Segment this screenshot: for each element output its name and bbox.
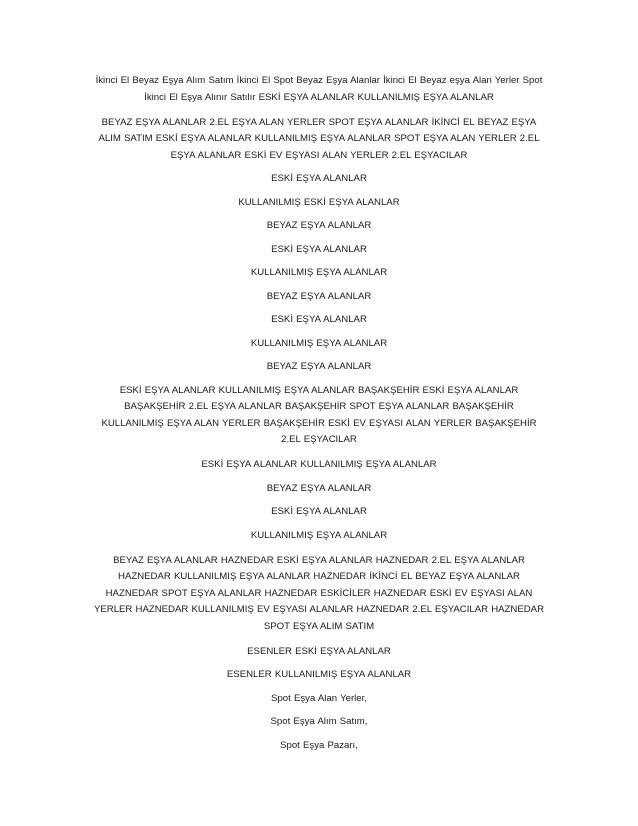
beyaz-esya-paragraph: BEYAZ EŞYA ALANLAR 2.EL EŞYA ALAN YERLER SPOT EŞYA ALANLAR İKİNCİ EL BEYAZ EŞYA ALIM SATIM ESKİ EŞYA ALANLAR KULLANILMIŞ EŞYA ALANLAR SPOT EŞYA ALAN YERLER 2.EL EŞYA ALANLAR ESKİ EV EŞYASI ALAN YERLER 2.EL EŞYACILAR bbox=[98, 116, 540, 161]
line-kullanilmis-esya-1: KULLANILMIŞ EŞYA ALANLAR bbox=[250, 267, 388, 278]
line-esenler-kullanilmis: ESENLER KULLANILMIŞ EŞYA ALANLAR bbox=[226, 669, 412, 680]
line-eski-esya-4: ESKİ EŞYA ALANLAR bbox=[271, 506, 367, 517]
line-beyaz-esya-4: BEYAZ EŞYA ALANLAR bbox=[266, 482, 372, 494]
basaksehir-paragraph: ESKİ EŞYA ALANLAR KULLANILMIŞ EŞYA ALANLAR BAŞAKŞEHİR ESKİ EŞYA ALANLAR BAŞAKŞEHİR 2.EL EŞYA ALANLAR BAŞAKŞEHİR SPOT EŞYA ALANLAR BAŞAKŞEHİR KULLANILMIŞ EŞYA ALAN YERLER BAŞAKŞEHİR ESKİ EV EŞYASI ALAN YERLER BAŞAKŞEHİR 2.EL EŞYACILAR bbox=[101, 384, 537, 445]
haznedar-paragraph: BEYAZ EŞYA ALANLAR HAZNEDAR ESKİ EŞYA ALANLAR HAZNEDAR 2.EL EŞYA ALANLAR HAZNEDAR KULLANILMIŞ EŞYA ALANLAR HAZNEDAR İKİNCİ EL BEYAZ EŞYA ALANLAR HAZNEDAR SPOT EŞYA ALANLAR HAZNEDAR ESKİCİLER HAZNEDAR ESKİ EV EŞYASI ALAN YERLER HAZNEDAR KULLANILMIŞ EV EŞYASI ALANLAR HAZNEDAR 2.EL EŞYACILAR HAZNEDAR SPOT EŞYA ALIM SATIM bbox=[93, 554, 545, 632]
line-kullanilmis-eski-esya: KULLANILMIŞ ESKİ EŞYA ALANLAR bbox=[238, 196, 400, 208]
line-kullanilmis-esya-3: KULLANILMIŞ EŞYA ALANLAR bbox=[250, 529, 388, 541]
line-spot-alan-yerler: Spot Eşya Alan Yerler, bbox=[271, 692, 367, 704]
line-beyaz-esya-1: BEYAZ EŞYA ALANLAR bbox=[266, 220, 372, 231]
line-kullanilmis-esya-2: KULLANILMIŞ EŞYA ALANLAR bbox=[250, 337, 388, 349]
line-spot-pazari: Spot Eşya Pazarı, bbox=[280, 739, 358, 751]
line-eski-esya-1: ESKİ EŞYA ALANLAR bbox=[271, 173, 367, 184]
line-eski-esya-3: ESKİ EŞYA ALANLAR bbox=[271, 314, 367, 325]
line-eski-kullanilmis: ESKİ EŞYA ALANLAR KULLANILMIŞ EŞYA ALANLAR bbox=[201, 459, 437, 470]
intro-paragraph: İkinci El Beyaz Eşya Alım Satım İkinci El Spot Beyaz Eşya Alanlar İkinci El Beyaz eşya Alan Yerler Spot İkinci El Eşya Alınır Satılır ESKİ EŞYA ALANLAR KULLANILMIŞ EŞYA ALANLAR bbox=[95, 75, 543, 103]
line-eski-esya-2: ESKİ EŞYA ALANLAR bbox=[271, 243, 367, 255]
line-esenler-eski: ESENLER ESKİ EŞYA ALANLAR bbox=[247, 645, 391, 657]
line-beyaz-esya-2: BEYAZ EŞYA ALANLAR bbox=[266, 290, 372, 302]
line-beyaz-esya-3: BEYAZ EŞYA ALANLAR bbox=[266, 361, 372, 372]
line-spot-alim-satim: Spot Eşya Alım Satım, bbox=[270, 716, 368, 727]
